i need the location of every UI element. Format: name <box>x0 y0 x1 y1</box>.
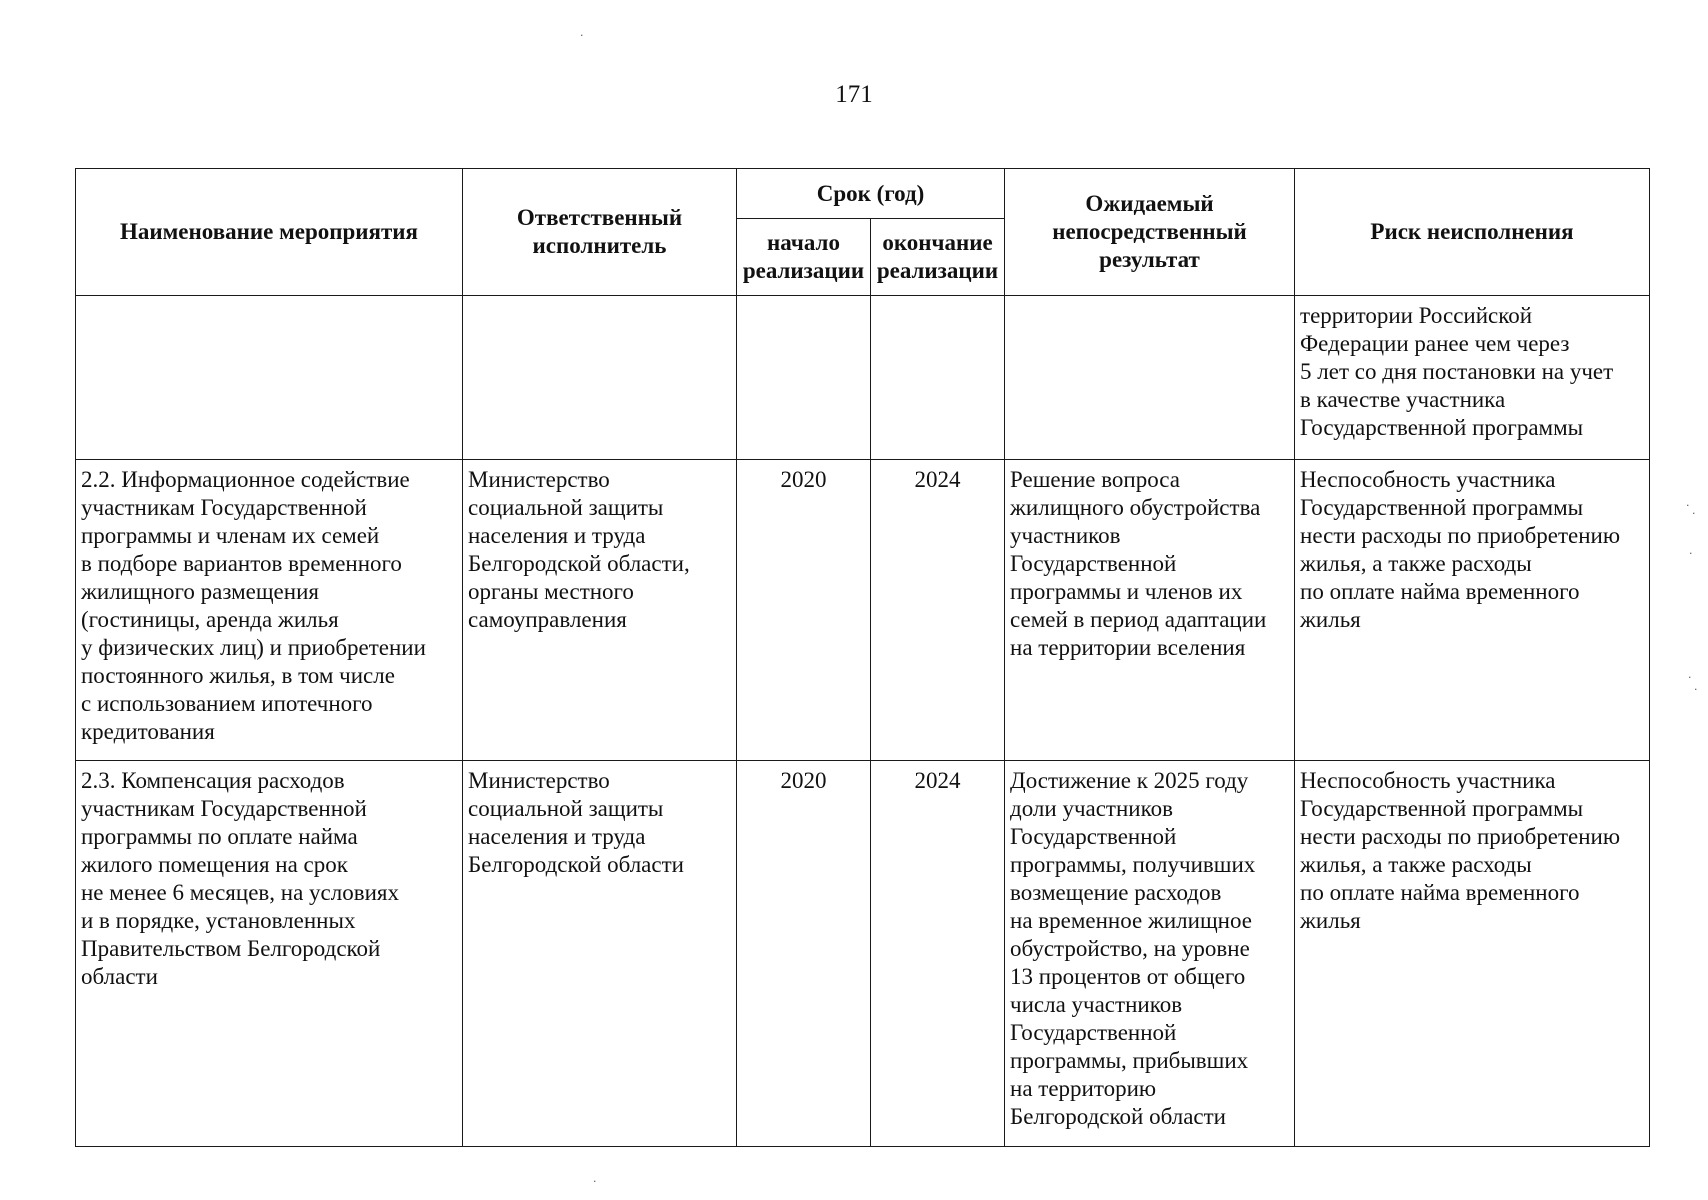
table-row <box>76 761 1650 1147</box>
cell-end: 2024 <box>871 460 1005 761</box>
scan-speck: · <box>1692 507 1696 520</box>
header-event-name: Наименование мероприятия <box>76 169 463 296</box>
cell-event: 2.3. Компенсация расходов участникам Государственной программы по оплате найма жилого помещения на срок не менее 6 месяцев, на условиях и в порядке, установленных Правительством Белгородской области <box>76 761 463 1147</box>
table-row <box>76 296 1650 460</box>
header-responsible: Ответственный исполнитель <box>463 169 737 296</box>
scan-speck: · <box>593 1175 597 1188</box>
cell-result <box>1005 296 1295 460</box>
table-row <box>76 460 1650 761</box>
header-expected-result: Ожидаемый непосредственный результат <box>1005 169 1295 296</box>
cell-start: 2020 <box>737 761 871 1147</box>
cell-end <box>871 296 1005 460</box>
scan-speck: · <box>1688 671 1692 684</box>
header-end: окончание реализации <box>871 219 1005 296</box>
cell-end: 2024 <box>871 761 1005 1147</box>
header-start: начало реализации <box>737 219 871 296</box>
scan-speck: · <box>1689 547 1693 560</box>
header-term: Срок (год) <box>737 169 1005 219</box>
cell-responsible <box>463 296 737 460</box>
cell-risk: Неспособность участника Государственной программы нести расходы по приобретению жилья, а также расходы по оплате найма временного жилья <box>1295 761 1650 1147</box>
cell-start: 2020 <box>737 460 871 761</box>
cell-responsible: Министерство социальной защиты населения и труда Белгородской области <box>463 761 737 1147</box>
cell-responsible: Министерство социальной защиты населения и труда Белгородской области, органы местного самоуправления <box>463 460 737 761</box>
cell-result: Решение вопроса жилищного обустройства участников Государственной программы и членов их семей в период адаптации на территории вселения <box>1005 460 1295 761</box>
page-number: 171 <box>835 81 873 108</box>
scan-speck: · <box>1694 683 1698 696</box>
cell-event: 2.2. Информационное содействие участникам Государственной программы и членам их семей в подборе вариантов временного жилищного размещения (гостиницы, аренда жилья у физических лиц) и приобретении постоянного жилья, в том числе с использованием ипотечного кредитования <box>76 460 463 761</box>
cell-risk: территории Российской Федерации ранее чем через 5 лет со дня постановки на учет в качестве участника Государственной программы <box>1295 296 1650 460</box>
cell-risk: Неспособность участника Государственной программы нести расходы по приобретению жилья, а также расходы по оплате найма временного жилья <box>1295 460 1650 761</box>
scan-speck: · <box>580 29 584 42</box>
table-header-row <box>76 169 1650 219</box>
cell-result: Достижение к 2025 году доли участников Государственной программы, получивших возмещение расходов на временное жилищное обустройство, на уровне 13 процентов от общего числа участников Государственной программы, прибывших на территорию Белгородской области <box>1005 761 1295 1147</box>
cell-event <box>76 296 463 460</box>
scan-speck: · <box>1686 499 1690 512</box>
cell-start <box>737 296 871 460</box>
events-table <box>75 168 1650 1147</box>
header-risk: Риск неисполнения <box>1295 169 1650 296</box>
